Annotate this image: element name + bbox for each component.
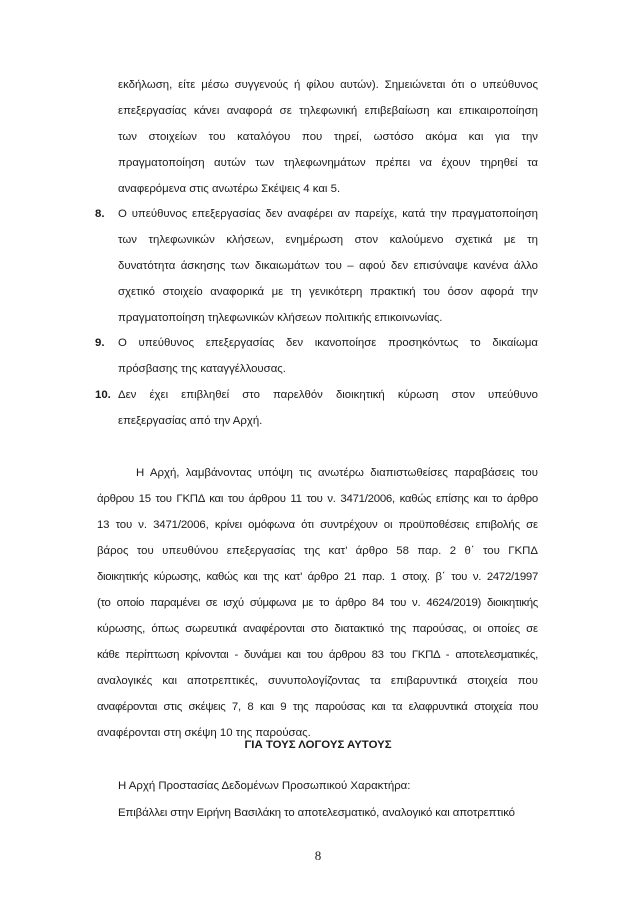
- item-8-line-5: πραγματοποίηση τηλεφωνικών κλήσεων πολιτικής επικοινωνίας.: [118, 312, 443, 324]
- para-line-6: (το οποίο παραμένει σε ισχύ σύμφωνα με το άρθρο 84 του ν. 4624/2019) διοικητικής: [97, 597, 538, 609]
- item-10-line-2: επεξεργασίας από την Αρχή.: [118, 415, 263, 427]
- section-heading: ΓΙΑ ΤΟΥΣ ΛΟΓΟΥΣ ΑΥΤΟΥΣ: [244, 739, 392, 751]
- para-line-8: κάθε περίπτωση κρίνονται - δυνάμει και του άρθρου 83 του ΓΚΠΔ - αποτελεσματικές,: [97, 649, 538, 661]
- para-line-7: κύρωσης, όπως σωρευτικά αναφέρονται στο διατακτικό της παρούσας, οι οποίες σε: [97, 623, 538, 635]
- para-line-4: βάρος του υπευθύνου επεξεργασίας της κατ’ άρθρο 58 παρ. 2 θ΄ του ΓΚΠΔ: [97, 545, 538, 557]
- page-number: 8: [314, 848, 322, 863]
- intro-line-1: εκδήλωση, είτε μέσω συγγενούς ή φίλου αυτών). Σημειώνεται ότι ο υπεύθυνος: [118, 79, 538, 91]
- item-9-line-1: Ο υπεύθυνος επεξεργασίας δεν ικανοποίησε προσηκόντως το δικαίωμα: [118, 337, 538, 349]
- para-line-5: διοικητικής κύρωσης, καθώς και της κατ’ άρθρο 21 παρ. 1 στοιχ. β΄ του ν. 2472/1997: [97, 571, 538, 583]
- item-10-line-1: Δεν έχει επιβληθεί στο παρελθόν διοικητική κύρωση στον υπεύθυνο: [118, 389, 538, 401]
- authority-line: Η Αρχή Προστασίας Δεδομένων Προσωπικού Χαρακτήρα:: [118, 780, 411, 792]
- item-8-line-2: των τηλεφωνικών κλήσεων, ενημέρωση στον καλούμενο σχετικά με τη: [118, 234, 538, 246]
- para-line-2: άρθρου 15 του ΓΚΠΔ και του άρθρου 11 του ν. 3471/2006, καθώς επίσης και το άρθρο: [97, 493, 538, 505]
- item-9-number: 9.: [95, 337, 105, 349]
- para-line-10: αναφέρονται στις σκέψεις 7, 8 και 9 της παρούσας και τα ελαφρυντικά στοιχεία που: [97, 701, 538, 713]
- item-8-line-1: Ο υπεύθυνος επεξεργασίας δεν αναφέρει αν παρείχε, κατά την πραγματοποίηση: [118, 208, 538, 220]
- intro-line-2: επεξεργασίας κάνει αναφορά σε τηλεφωνική επιβεβαίωση και επικαιροποίηση: [118, 105, 538, 117]
- para-line-11: αναφέρονται στη σκέψη 10 της παρούσας.: [97, 727, 311, 739]
- para-line-1: Η Αρχή, λαμβάνοντας υπόψη τις ανωτέρω διαπιστωθείσες παραβάσεις του: [136, 467, 538, 479]
- intro-line-4: πραγματοποίηση αυτών των τηλεφωνημάτων πρέπει να έχουν τηρηθεί τα: [118, 157, 538, 169]
- item-8-line-4: σχετικό στοιχείο αναφορικά με τη γενικότερη πρακτική του όσον αφορά την: [118, 286, 538, 298]
- item-10-number: 10.: [95, 389, 111, 401]
- para-line-9: αναλογικές και αποτρεπτικές, συνυπολογίζοντας τα επιβαρυντικά στοιχεία που: [97, 675, 538, 687]
- para-line-3: 13 του ν. 3471/2006, κρίνει ομόφωνα ότι συντρέχουν οι προϋποθέσεις επιβολής σε: [97, 519, 538, 531]
- intro-line-5: αναφερόμενα στις ανωτέρω Σκέψεις 4 και 5.: [118, 183, 341, 195]
- item-9-line-2: πρόσβασης της καταγγέλλουσας.: [118, 363, 286, 375]
- intro-line-3: των στοιχείων του καταλόγου που τηρεί, ωστόσο ακόμα και για την: [118, 131, 538, 143]
- imposes-line: Επιβάλλει στην Ειρήνη Βασιλάκη το αποτελεσματικό, αναλογικό και αποτρεπτικό: [118, 807, 515, 819]
- item-8-number: 8.: [95, 208, 105, 220]
- item-8-line-3: δυνατότητα άσκησης των δικαιωμάτων του – αφού δεν επισύναψε κανένα άλλο: [118, 260, 538, 272]
